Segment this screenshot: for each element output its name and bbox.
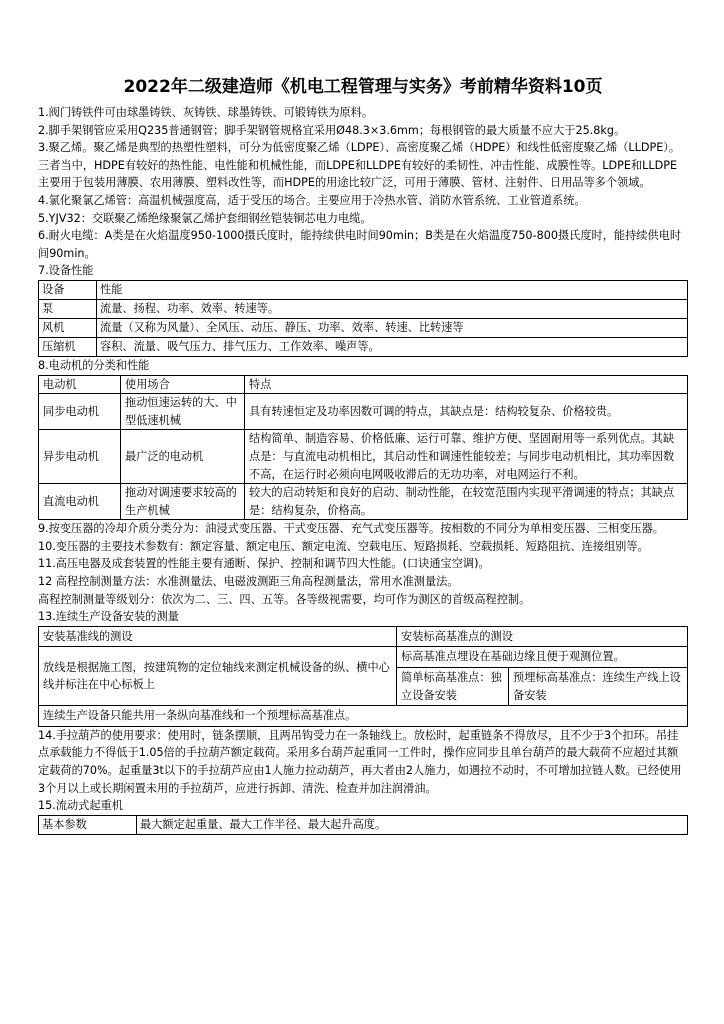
table-cell: 泵	[39, 299, 97, 318]
table-row	[39, 394, 688, 430]
table-cell: 容积、流量、吸气压力、排气压力、工作效率、噪声等。	[97, 337, 688, 356]
table-cell: 流量（又称为风量）、全风压、动压、静压、功率、效率、转速、比转速等	[97, 318, 688, 337]
table-row	[39, 430, 688, 484]
table-cell: 拖动恒速运转的大、中型低速机械	[121, 394, 245, 430]
item-1: 1.阀门铸铁件可由球墨铸铁、灰铸铁、球墨铸铁、可锻铸铁为原料。	[38, 106, 374, 119]
table-row	[39, 484, 688, 520]
table-row	[39, 299, 688, 318]
table-header-cell: 特点	[245, 375, 688, 394]
item-10: 10.变压器的主要技术参数有：额定容量、额定电压、额定电流、空载电压、短路损耗、空载损耗、短路阻抗、连接组别等。	[38, 539, 649, 553]
table-cell: 同步电动机	[39, 394, 121, 430]
mobile-crane-table	[38, 815, 688, 835]
item-13-heading: 13.连续生产设备安装的测量	[38, 610, 179, 624]
table-cell: 简单标高基准点：独立设备安装	[397, 668, 509, 706]
table-cell: 异步电动机	[39, 430, 121, 484]
table-header-row	[39, 280, 688, 299]
item-4: 4.氯化聚氯乙烯管：高温机械强度高，适于受压的场合。主要应用于冷热水管、消防水管系统、工业管道系统。	[38, 193, 586, 207]
item-11: 11.高压电器及成套装置的性能主要有通断、保护、控制和调节四大性能。(口诀通宝空调)。	[38, 557, 490, 571]
table-row	[39, 647, 688, 668]
table-cell: 预埋标高基准点：连续生产线上设备安装	[509, 668, 688, 706]
continuous-production-measurement-table	[38, 626, 688, 727]
table-row	[39, 815, 688, 834]
item-8-heading: 8.电动机的分类和性能	[38, 358, 150, 372]
table-header-cell: 安装基准线的测设	[39, 626, 397, 647]
table-cell: 拖动对调速要求较高的生产机械	[121, 484, 245, 520]
equipment-performance-table	[38, 280, 688, 357]
item-15-heading: 15.流动式起重机	[38, 799, 123, 813]
motor-table	[38, 375, 688, 521]
table-header-row	[39, 375, 688, 394]
item-14: 14.手拉葫芦的使用要求：使用时，链条摆顺，且两吊钩受力在一条轴线上。放松时，起重链条不得放尽，且不少于3个扣环。吊挂点承载能力不得低于1.05倍的手拉葫芦额定载荷。采用多台葫芦起重同一工件时，操作应同步且单台葫芦的最大载荷不应超过其额定载荷的70%。起重量3t以下的手拉葫芦应由1人施力拉动葫芦，再大者由2人施力，如遇拉不动时，不可增加拉链人数。已经使用3个月以上或长期闲置未用的手拉葫芦，应进行拆卸、清洗、检查并加注润滑油。	[38, 728, 682, 795]
table-cell: 最大额定起重量、最大工作半径、最大起升高度。	[137, 815, 688, 834]
document-title: 2022年二级建造师《机电工程管理与实务》考前精华资料10页	[123, 77, 603, 97]
table-cell: 放线是根据施工图，按建筑物的定位轴线来测定机械设备的纵、横中心线并标注在中心标板上	[39, 647, 397, 706]
table-cell: 压缩机	[39, 337, 97, 356]
table-cell: 结构简单、制造容易、价格低廉、运行可靠、维护方便、坚固耐用等一系列优点。其缺点是：与直流电动机相比，其启动性和调速性能较差；与同步电动机相比，其功率因数不高，在运行时必须向电网吸收滞后的无功功率，对电网运行不利。	[245, 430, 688, 484]
item-2: 2.脚手架钢管应采用Q235普通钢管；脚手架钢管规格宜采用Ø48.3×3.6mm；每根钢管的最大质量不应大于25.8kg。	[38, 123, 626, 137]
table-header-cell: 性能	[97, 280, 688, 299]
item-12-methods: 12 高程控制测量方法：水准测量法、电磁波测距三角高程测量法，常用水准测量法。	[38, 575, 459, 589]
item-12-grades: 高程控制测量等级划分：依次为二、三、四、五等。各等级视需要，均可作为测区的首级高程控制。	[38, 592, 531, 606]
table-cell: 具有转速恒定及功率因数可调的特点，其缺点是：结构较复杂、价格较贵。	[245, 394, 688, 430]
table-row	[39, 337, 688, 356]
table-header-cell: 安装标高基准点的测设	[397, 626, 688, 647]
item-3: 3.聚乙烯。聚乙烯是典型的热塑性塑料，可分为低密度聚乙烯（LDPE）、高密度聚乙烯（HDPE）和线性低密度聚乙烯（LLDPE）。三者当中，HDPE有较好的热性能、电性能和机械性能，而LDPE和LLDPE有较好的柔韧性、冲击性能、成膜性等。LDPE和LLDPE主要用于包装用薄膜、农用薄膜、塑料改性等，而HDPE的用途比较广泛，可用于薄膜、管材、注射件、日用品等多个领域。	[38, 141, 681, 190]
item-6: 6.耐火电缆：A类是在火焰温度950-1000摄氏度时，能持续供电时间90min；B类是在火焰温度750-800摄氏度时，能持续供电时间90min。	[38, 229, 682, 260]
table-cell: 连续生产设备只能共用一条纵向基准线和一个预埋标高基准点。	[39, 706, 688, 727]
table-header-cell: 使用场合	[121, 375, 245, 394]
table-cell: 最广泛的电动机	[121, 430, 245, 484]
table-row	[39, 318, 688, 337]
document-page	[38, 76, 688, 835]
table-header-row	[39, 626, 688, 647]
table-row	[39, 706, 688, 727]
item-5: 5.YJV32：交联聚乙烯绝缘聚氯乙烯护套细钢丝铠装铜芯电力电缆。	[38, 211, 372, 225]
table-cell: 直流电动机	[39, 484, 121, 520]
table-header-cell: 设备	[39, 280, 97, 299]
table-header-cell: 电动机	[39, 375, 121, 394]
table-cell: 流量、扬程、功率、效率、转速等。	[97, 299, 688, 318]
table-cell: 基本参数	[39, 815, 137, 834]
item-7-heading: 7.设备性能	[38, 264, 94, 278]
table-cell: 较大的启动转矩和良好的启动、制动性能，在较宽范围内实现平滑调速的特点；其缺点是：结构复杂，价格高。	[245, 484, 688, 520]
table-cell: 风机	[39, 318, 97, 337]
table-cell: 标高基准点埋设在基础边缘且便于观测位置。	[397, 647, 688, 668]
item-9: 9.按变压器的冷却介质分类分为：油浸式变压器、干式变压器、充气式变压器等。按相数的不同分为单相变压器、三相变压器。	[38, 522, 664, 536]
